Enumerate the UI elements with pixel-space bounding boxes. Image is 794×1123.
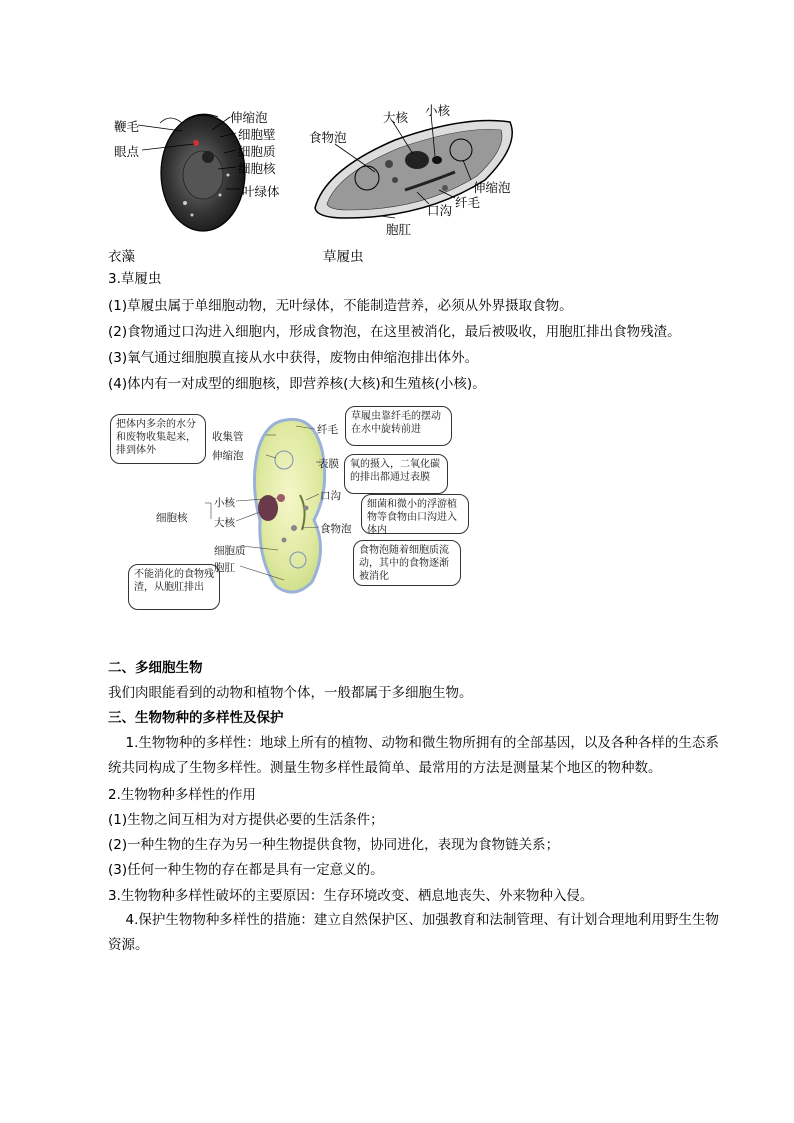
bubble-food-vacuole: 食物泡随着细胞质流动，其中的食物逐渐被消化 — [353, 540, 461, 586]
bubble-anal-pore: 不能消化的食物残渣，从胞肛排出 — [128, 564, 220, 610]
part3-paragraph-4: 4.保护生物物种多样性的措施：建立自然保护区、加强教育和法制管理、有计划合理地利用野生生物资源。 — [108, 912, 719, 953]
paramecium-label-anal-pore: 胞肛 — [386, 222, 412, 237]
euglena-label-contractile-vacuole: 伸缩泡 — [230, 110, 268, 125]
euglena-label-cell-wall: 细胞壁 — [238, 127, 276, 142]
paramecium-label-oral-groove: 口沟 — [427, 203, 453, 218]
paramecium-label-cilia: 纤毛 — [455, 195, 481, 210]
paramecium-caption: 草履虫 — [323, 249, 364, 265]
section3-item-4: (4)体内有一对成型的细胞核，即营养核(大核)和生殖核(小核)。 — [108, 376, 486, 392]
part3-p2-title: 2.生物物种多样性的作用 — [108, 787, 256, 803]
part3-paragraph-3: 3.生物物种多样性破坏的主要原因：生存环境改变、栖息地丧失、外来物种入侵。 — [108, 888, 594, 904]
euglena-label-eyespot: 眼点 — [114, 144, 140, 159]
part2-text: 我们肉眼能看到的动物和植物个体，一般都属于多细胞生物。 — [108, 685, 473, 701]
part3-p2-item-3: (3)任何一种生物的存在都是具有一定意义的。 — [108, 862, 384, 878]
paramecium-annotated-figure — [108, 400, 478, 615]
label-macronucleus: 大核 — [214, 517, 235, 529]
label-cytoplasm: 细胞质 — [214, 545, 246, 557]
euglena-caption: 衣藻 — [108, 249, 135, 265]
euglena-label-cytoplasm: 细胞质 — [238, 144, 276, 159]
section3-item-1: (1)草履虫属于单细胞动物，无叶绿体，不能制造营养，必须从外界摄取食物。 — [108, 298, 573, 314]
bubble-waste-collection: 把体内多余的水分和废物收集起来，排到体外 — [110, 414, 206, 464]
label-collecting-canal: 收集管 — [212, 431, 244, 443]
bubble-oral-groove: 细菌和微小的浮游植物等食物由口沟进入体内 — [361, 494, 469, 534]
part3-paragraph-1: 1.生物物种的多样性：地球上所有的植物、动物和微生物所拥有的全部基因，以及各种各样的生态系统共同构成了生物多样性。测量生物多样性最简单、最常用的方法是测量某个地区的物种数。 — [108, 735, 719, 776]
label-pellicle: 表膜 — [318, 458, 339, 470]
part3-title: 三、生物物种的多样性及保护 — [108, 710, 284, 726]
section3-item-2: (2)食物通过口沟进入细胞内，形成食物泡，在这里被消化，最后被吸收，用胞肛排出食物残渣。 — [108, 324, 681, 340]
paramecium-label-contractile-vacuole: 伸缩泡 — [473, 180, 511, 195]
label-contractile-vacuole: 伸缩泡 — [212, 450, 244, 462]
bubble-membrane: 氧的摄入，二氧化碳的排出都通过表膜 — [344, 454, 448, 494]
label-oral-groove: 口沟 — [320, 490, 341, 502]
part2-title: 二、多细胞生物 — [108, 660, 203, 676]
bubble-cilia: 草履虫靠纤毛的摆动在水中旋转前进 — [345, 406, 452, 446]
label-food-vacuole: 食物泡 — [320, 523, 352, 535]
label-anal-pore: 胞肛 — [214, 562, 235, 574]
label-micronucleus: 小核 — [214, 497, 235, 509]
part3-p2-item-1: (1)生物之间互相为对方提供必要的生活条件； — [108, 812, 384, 828]
label-nucleus: 细胞核 — [156, 512, 188, 524]
section3-title: 3.草履虫 — [108, 271, 162, 287]
paramecium-label-micronucleus: 小核 — [425, 103, 451, 118]
paramecium-illustration — [305, 100, 530, 240]
part3-p2-item-2: (2)一种生物的生存为另一种生物提供食物，协同进化，表现为食物链关系； — [108, 837, 560, 853]
euglena-label-flagellum: 鞭毛 — [114, 119, 140, 134]
euglena-label-nucleus: 细胞核 — [238, 161, 276, 176]
paramecium-label-food-vacuole: 食物泡 — [309, 130, 347, 145]
label-cilia: 纤毛 — [317, 424, 338, 436]
euglena-label-chloroplast: 叶绿体 — [242, 184, 280, 199]
paramecium-label-macronucleus: 大核 — [383, 110, 409, 125]
section3-item-3: (3)氧气通过细胞膜直接从水中获得，废物由伸缩泡排出体外。 — [108, 350, 479, 366]
paramecium-figure — [305, 100, 530, 240]
